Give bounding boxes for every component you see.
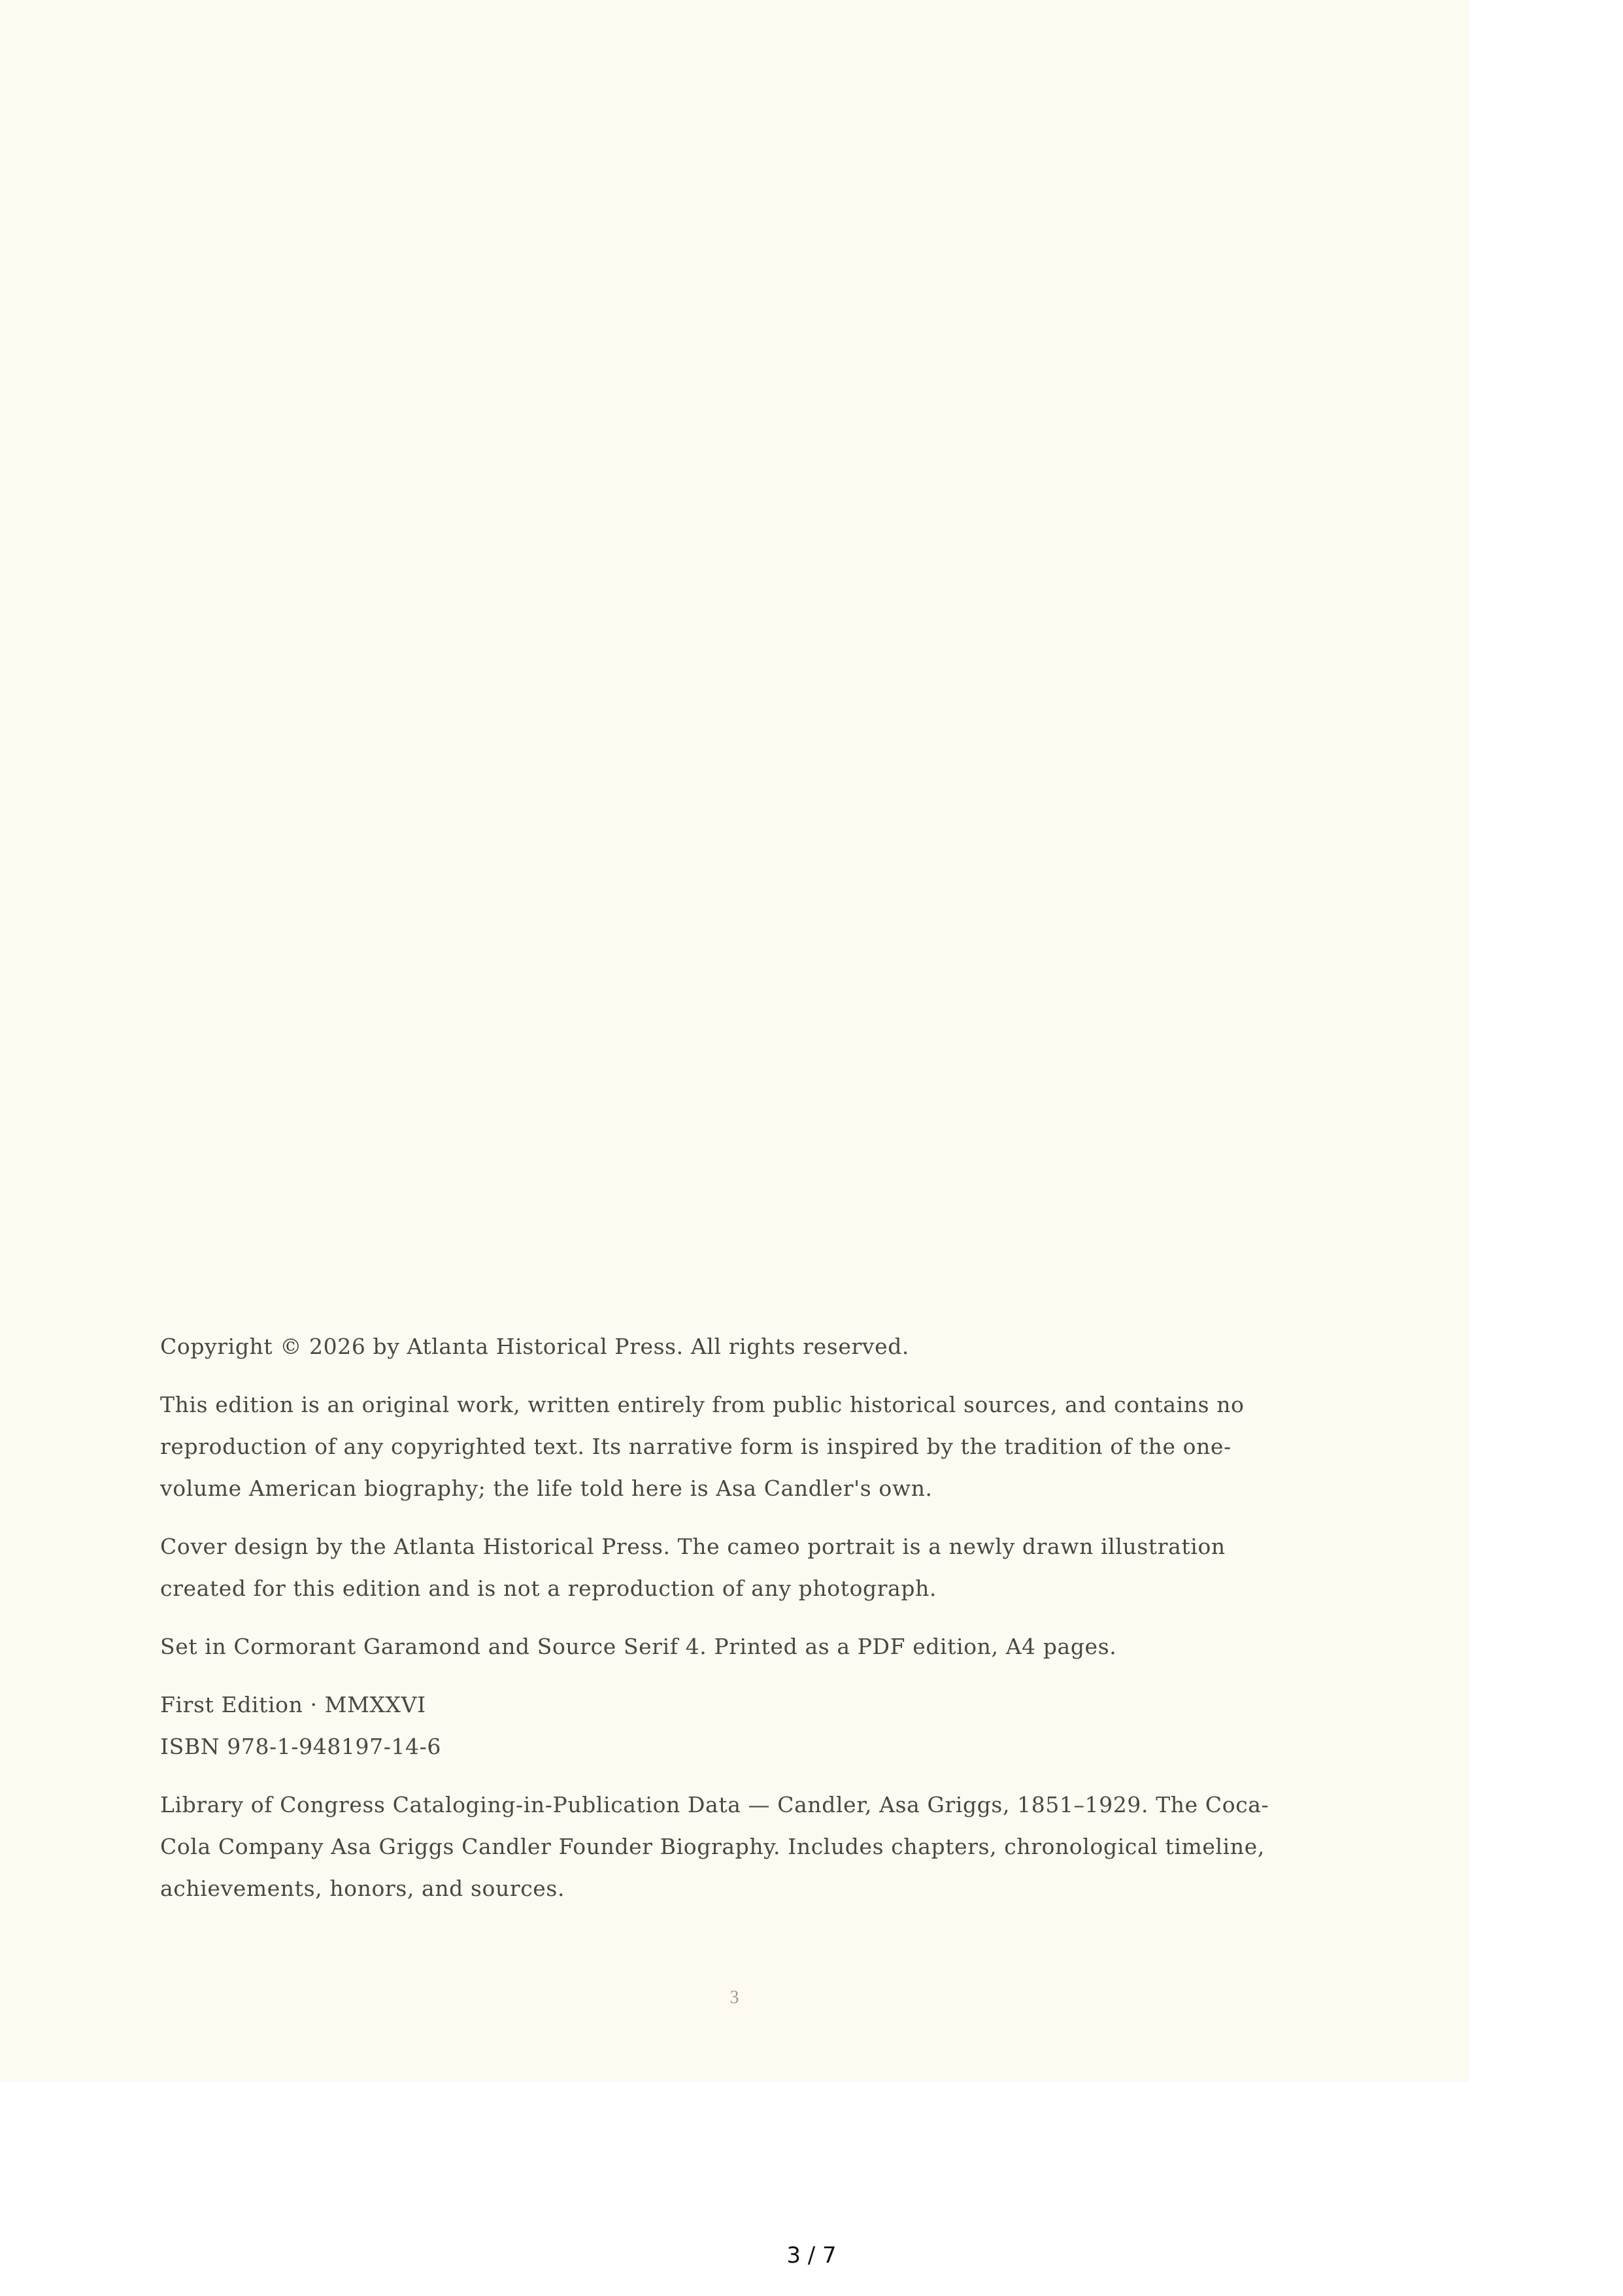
page-folio: 3	[729, 1987, 739, 2008]
edition-line: First Edition · MMXXVI	[160, 1692, 426, 1717]
edition-block	[160, 1684, 1297, 1768]
typography-note: Set in Cormorant Garamond and Source Serif 4. Printed as a PDF edition, A4 pages.	[160, 1634, 1117, 1659]
isbn-line: ISBN 978-1-948197-14-6	[160, 1734, 442, 1759]
page-indicator: 3 / 7	[786, 2242, 837, 2269]
cover-design-credit: Cover design by the Atlanta Historical Press. The cameo portrait is a newly drawn illustration created for this edition and is not a reproduction of any photograph.	[160, 1534, 1226, 1601]
colophon	[160, 1326, 1297, 1926]
originality-statement: This edition is an original work, written entirely from public historical sources, and contains no reproduction of any copyrighted text. Its narrative form is inspired by the tradition of the one-volume American biography; the life told here is Asa Candler's own.	[160, 1392, 1245, 1501]
copyright-notice: Copyright © 2026 by Atlanta Historical Press. All rights reserved.	[160, 1334, 910, 1359]
cataloging-data: Library of Congress Cataloging-in-Publication Data — Candler, Asa Griggs, 1851–1929. The Coca-Cola Company Asa Griggs Candler Founder Biography. Includes chapters, chronological timeline, achievements, honors, and sources.	[160, 1792, 1269, 1901]
